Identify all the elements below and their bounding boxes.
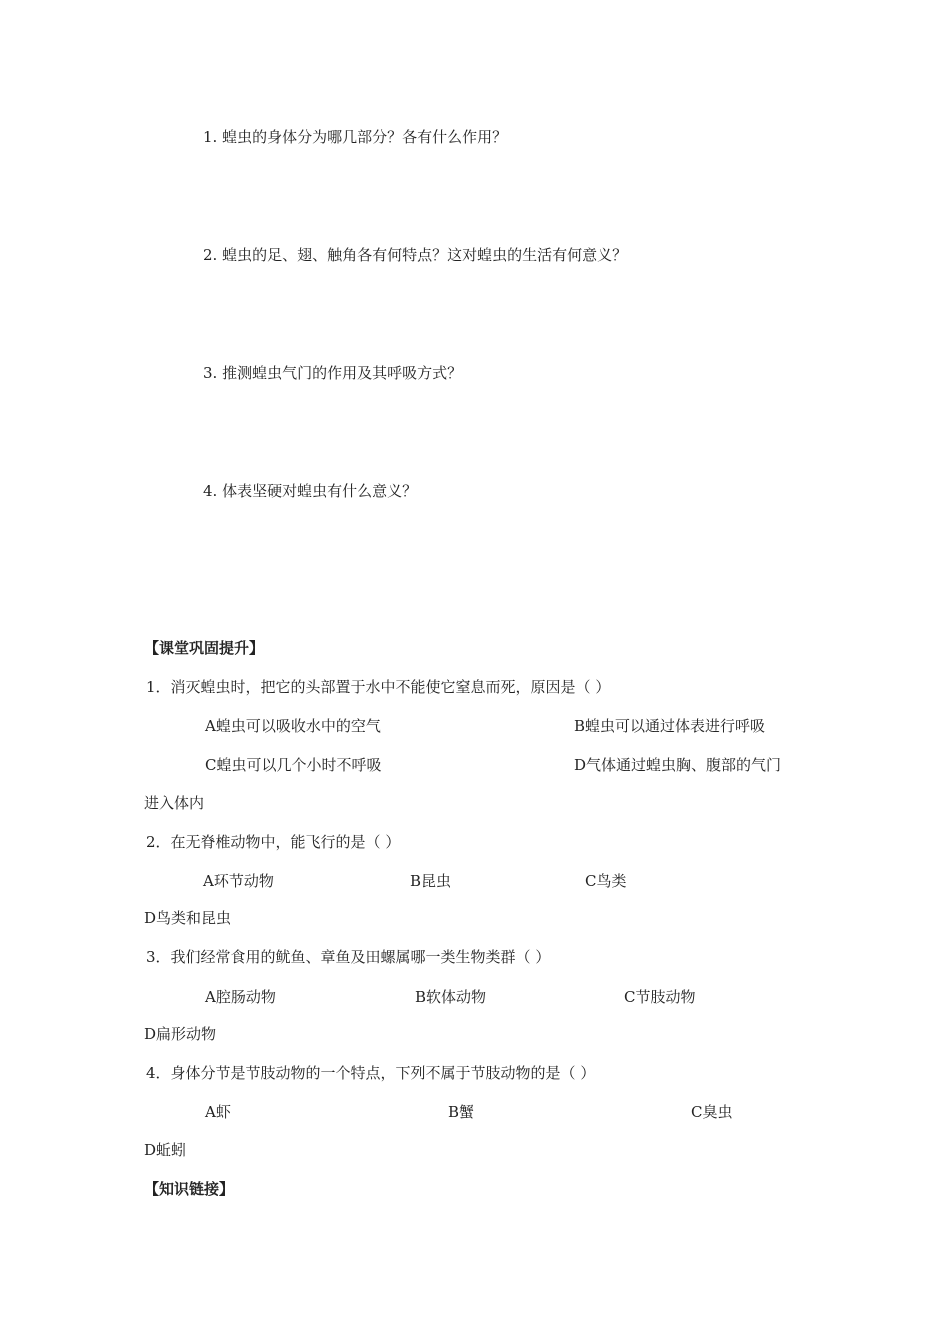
- mcq-1-option-a: A蝗虫可以吸收水中的空气: [205, 717, 381, 735]
- mcq-3-stem: 3．我们经常食用的鱿鱼、章鱼及田螺属哪一类生物类群（ ）: [146, 948, 551, 966]
- question-1: 1. 蝗虫的身体分为哪几部分？各有什么作用？: [203, 128, 508, 146]
- question-4: 4. 体表坚硬对蝗虫有什么意义？: [203, 482, 418, 500]
- mcq-1-option-c: C蝗虫可以几个小时不呼吸: [205, 756, 382, 774]
- mcq-4-option-b: B蟹: [448, 1103, 475, 1121]
- mcq-3-option-c: C节肢动物: [624, 988, 696, 1006]
- mcq-3-option-a: A腔肠动物: [205, 988, 276, 1006]
- mcq-2-option-d: D鸟类和昆虫: [144, 909, 232, 927]
- mcq-2-option-b: B昆虫: [410, 872, 452, 890]
- question-3: 3. 推测蝗虫气门的作用及其呼吸方式？: [203, 364, 463, 382]
- section-heading-consolidate: 【课堂巩固提升】: [144, 639, 265, 657]
- section-heading-knowledge-link: 【知识链接】: [144, 1180, 235, 1198]
- mcq-1-option-b: B蝗虫可以通过体表进行呼吸: [574, 717, 766, 735]
- mcq-1-option-d: D气体通过蝗虫胸、腹部的气门: [574, 756, 782, 774]
- question-2: 2. 蝗虫的足、翅、触角各有何特点？这对蝗虫的生活有何意义？: [203, 246, 628, 264]
- mcq-4-option-d: D蚯蚓: [144, 1141, 187, 1159]
- mcq-4-stem: 4．身体分节是节肢动物的一个特点，下列不属于节肢动物的是（ ）: [146, 1064, 596, 1082]
- mcq-3-option-b: B软体动物: [415, 988, 487, 1006]
- mcq-1-option-d-continuation: 进入体内: [144, 794, 205, 812]
- mcq-3-option-d: D扁形动物: [144, 1025, 217, 1043]
- mcq-4-option-a: A虾: [205, 1103, 231, 1121]
- mcq-2-stem: 2．在无脊椎动物中，能飞行的是（ ）: [146, 833, 401, 851]
- mcq-2-option-a: A环节动物: [203, 872, 274, 890]
- mcq-1-stem: 1．消灭蝗虫时，把它的头部置于水中不能使它窒息而死，原因是（ ）: [146, 678, 611, 696]
- mcq-2-option-c: C鸟类: [585, 872, 627, 890]
- mcq-4-option-c: C臭虫: [691, 1103, 733, 1121]
